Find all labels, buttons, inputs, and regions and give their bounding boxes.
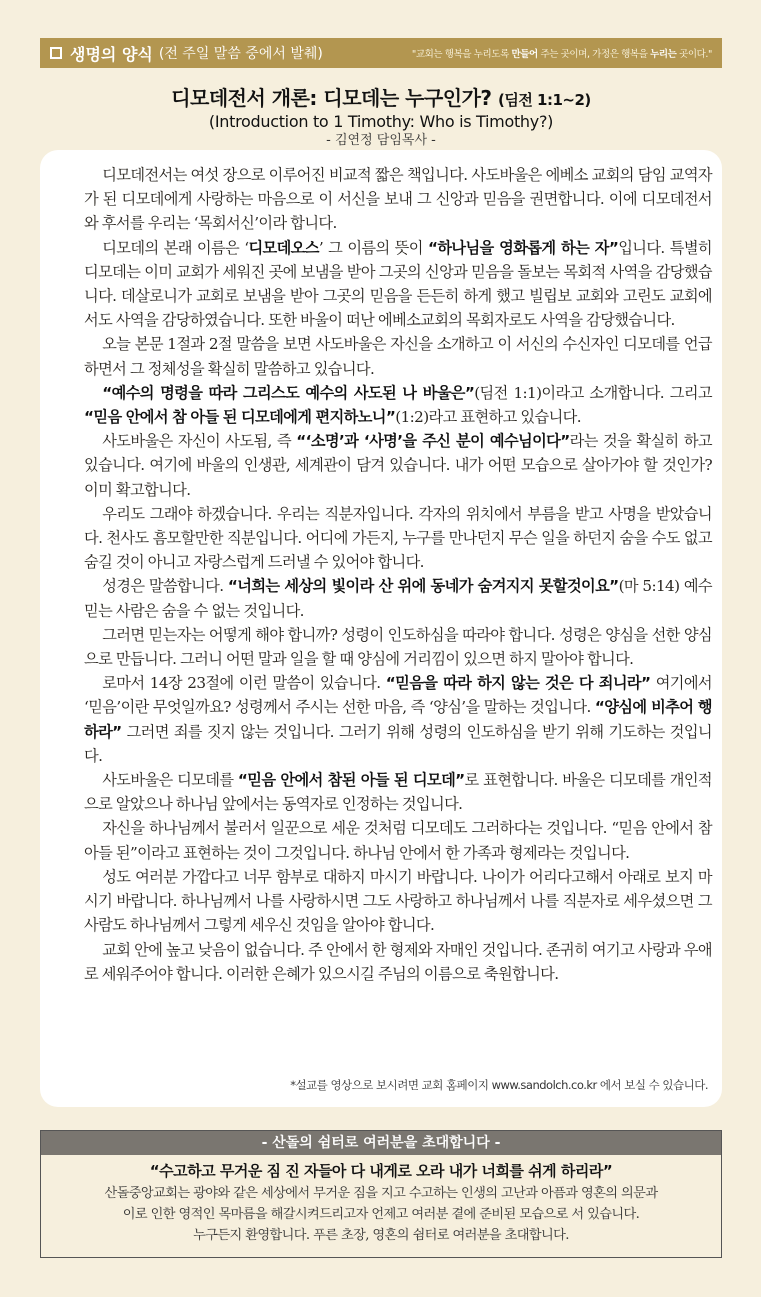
emphasis-text: 디모데오스 — [248, 238, 319, 257]
emphasis-text: “양심에 비추어 행하라” — [84, 698, 712, 741]
paragraph-text: 자신을 하나님께서 불러서 일꾼으로 세운 것처럼 디모데도 그러하다는 것입니다. “믿음 안에서 참 아들 된”이라고 표현하는 것이 그것입니다. 하나님 안에서 한 가족과 형제라는 것입니다. — [84, 819, 712, 862]
sermon-paragraph — [84, 163, 712, 236]
section-header-bar — [40, 38, 722, 68]
paragraph-text: 사도바울은 디모데를 — [102, 771, 238, 790]
paragraph-text: (1:2)라고 표현하고 있습니다. — [395, 408, 581, 427]
sermon-title-block — [40, 86, 722, 149]
sermon-paragraph — [84, 381, 712, 429]
sermon-paragraph — [84, 429, 712, 502]
paragraph-text: 그러면 믿는자는 어떻게 해야 합니까? 성령이 인도하심을 따라야 합니다. 성령은 양심을 선한 양심으로 만듭니다. 그러니 어떤 말과 일을 할 때 양심에 거리낌이 있으면 하지 말아야 합니다. — [84, 625, 712, 669]
paragraph-text: 성도 여러분 가깝다고 너무 함부로 대하지 마시기 바랍니다. 나이가 어리다고해서 아래로 보지 마시기 바랍니다. 하나님께서 나를 사랑하시면 그도 사랑하고 하나님께서 나를 직분자로 세우셨으면 그 사람도 하나님께서 그렇게 세우신 것임을 알아야 합니다. — [84, 867, 712, 935]
emphasis-text: “믿음 안에서 참 아들 된 디모데에게 편지하노니” — [84, 408, 396, 427]
paragraph-text: 교회 안에 높고 낮음이 없습니다. 주 안에서 한 형제와 자매인 것입니다. 존귀히 여기고 사랑과 우애로 세워주어야 합니다. 이러한 은혜가 있으시길 주님의 이름으로 축원합니다. — [84, 940, 712, 983]
paragraph-text: 성경은 말씀합니다. — [102, 577, 228, 596]
english-title: (Introduction to 1 Timothy: Who is Timothy?) — [208, 112, 554, 131]
sermon-paragraph — [84, 671, 712, 768]
sermon-author: - 김연정 담임목사 - — [326, 133, 436, 148]
paragraph-text: 사도바울은 자신이 사도됨, 즉 — [102, 432, 297, 451]
sermon-paragraph — [84, 332, 712, 380]
sermon-paragraph — [84, 938, 712, 986]
square-bullet-icon — [50, 47, 62, 59]
paragraph-text: 로 표현합니다. 바울은 디모데를 개인적으로 알았으나 하나님 앞에서는 동역자로 인정하는 것입니다. — [84, 771, 712, 814]
invitation-line: 이로 인한 영적인 목마름을 해갈시켜드리고자 언제고 여러분 곁에 준비된 모습으로 서 있습니다. — [122, 1207, 640, 1222]
sermon-paragraph — [84, 816, 712, 864]
section-title: 생명의 양식 — [70, 44, 153, 64]
invitation-text — [41, 1183, 721, 1246]
sermon-paragraph — [84, 865, 712, 938]
paragraph-text: 그러면 죄를 짓지 않는 것입니다. 그러기 위해 성령의 인도하심을 받기 위해 기도하는 것입니다. — [84, 722, 712, 765]
paragraph-text: 여기에서 ‘믿음’이란 무엇일까요? 성령께서 주시는 선한 마음, 즉 ‘양심’을 말하는 것입니다. — [84, 674, 712, 717]
paragraph-text: 라는 것을 확실히 하고 있습니다. 여기에 바울의 인생관, 세계관이 담겨 있습니다. 내가 어떤 모습으로 살아가야 할 것인가? 이미 확고합니다. — [84, 432, 712, 499]
invitation-heading: - 산돌의 쉼터로 여러분을 초대합니다 - — [41, 1131, 721, 1155]
scripture-reference: (딤전 1:1~2) — [497, 91, 591, 109]
paragraph-text: 디모데의 본래 이름은 ‘ — [102, 238, 249, 257]
video-footnote: *설교를 영상으로 보시려면 교회 홈페이지 www.sandolch.co.kr 에서 보실 수 있습니다. — [290, 1078, 708, 1092]
invitation-line: 누구든지 환영합니다. 푸른 초장, 영혼의 쉼터로 여러분을 초대합니다. — [193, 1228, 569, 1243]
paragraph-text: 로마서 14장 23절에 이런 말씀이 있습니다. — [102, 674, 386, 693]
sermon-paragraph — [84, 574, 712, 622]
church-motto: "교회는 행복을 누리도록 만들어 주는 곳이며, 가정은 행복을 누리는 곳이다." — [411, 49, 712, 60]
paragraph-text: 오늘 본문 1절과 2절 말씀을 보면 사도바울은 자신을 소개하고 이 서신의 수신자인 디모데를 언급하면서 그 정체성을 확실히 말씀하고 있습니다. — [84, 335, 712, 378]
paragraph-text: 디모데전서는 여섯 장으로 이루어진 비교적 짧은 책입니다. 사도바울은 에베소 교회의 담임 교역자가 된 디모데에게 사랑하는 마음으로 이 서신을 보내 그 신앙과 믿음을 권면합니다. 이에 디모데전서와 후서를 우리는 ‘목회서신’이라 합니다. — [84, 166, 712, 233]
sermon-body — [84, 163, 712, 986]
sermon-paragraph — [84, 502, 712, 575]
section-subtitle: (전 주일 말씀 중에서 발췌) — [158, 46, 323, 62]
paragraph-text: (딤전 1:1)이라고 소개합니다. 그리고 — [474, 383, 712, 402]
emphasis-text: “‘소명’과 ‘사명’을 주신 분이 예수님이다” — [296, 432, 570, 451]
emphasis-text: “예수의 명령을 따라 그리스도 예수의 사도된 나 바울은” — [102, 383, 475, 402]
emphasis-text: “믿음을 따라 하지 않는 것은 다 죄니라” — [385, 674, 651, 693]
paragraph-text: 우리도 그래야 하겠습니다. 우리는 직분자입니다. 각자의 위치에서 부름을 받고 사명을 받았습니다. 천사도 흠모할만한 직분입니다. 어디에 가든지, 누구를 만나던지 무슨 일을 하던지 숨을 수도 없고 숨길 것이 아니고 자랑스럽게 드러낼 수 있어야 합니다. — [84, 504, 712, 572]
emphasis-text: “하나님을 영화롭게 하는 자” — [427, 238, 619, 257]
emphasis-text: “믿음 안에서 참된 아들 된 디모데” — [237, 771, 465, 790]
sermon-card — [40, 150, 722, 1107]
sermon-paragraph — [84, 768, 712, 816]
paragraph-text: ’ 그 이름의 뜻이 — [318, 238, 428, 257]
invitation-line: 산돌중앙교회는 광야와 같은 세상에서 무거운 짐을 지고 수고하는 인생의 고난과 아픔과 영혼의 의문과 — [104, 1186, 658, 1201]
sermon-paragraph — [84, 623, 712, 671]
invitation-verse: “수고하고 무거운 짐 진 자들아 다 내게로 오라 내가 너희를 쉬게 하리라” — [149, 1162, 613, 1180]
paragraph-text: (마 5:14) 예수 믿는 사람은 숨을 수 없는 것입니다. — [84, 577, 712, 620]
sermon-title: 디모데전서 개론: 디모데는 누구인가? (딤전 1:1~2) — [171, 86, 591, 110]
sermon-paragraph — [84, 236, 712, 333]
emphasis-text: “너희는 세상의 빛이라 산 위에 동네가 숨겨지지 못할것이요” — [227, 577, 619, 596]
paragraph-text: 입니다. 특별히 디모데는 이미 교회가 세워진 곳에 보냄을 받아 그곳의 신앙과 믿음을 돌보는 목회적 사역을 감당했습니다. 데살로니가 교회로 보냄을 받아 그곳의 믿음을 든든히 하게 했고 빌립보 교회와 고린도 교회에서도 사역을 감당하였습니다. 또한 바울이 떠난 에베소교회의 목회자로도 사역을 감당했습니다. — [84, 238, 712, 330]
invitation-box — [40, 1130, 722, 1258]
